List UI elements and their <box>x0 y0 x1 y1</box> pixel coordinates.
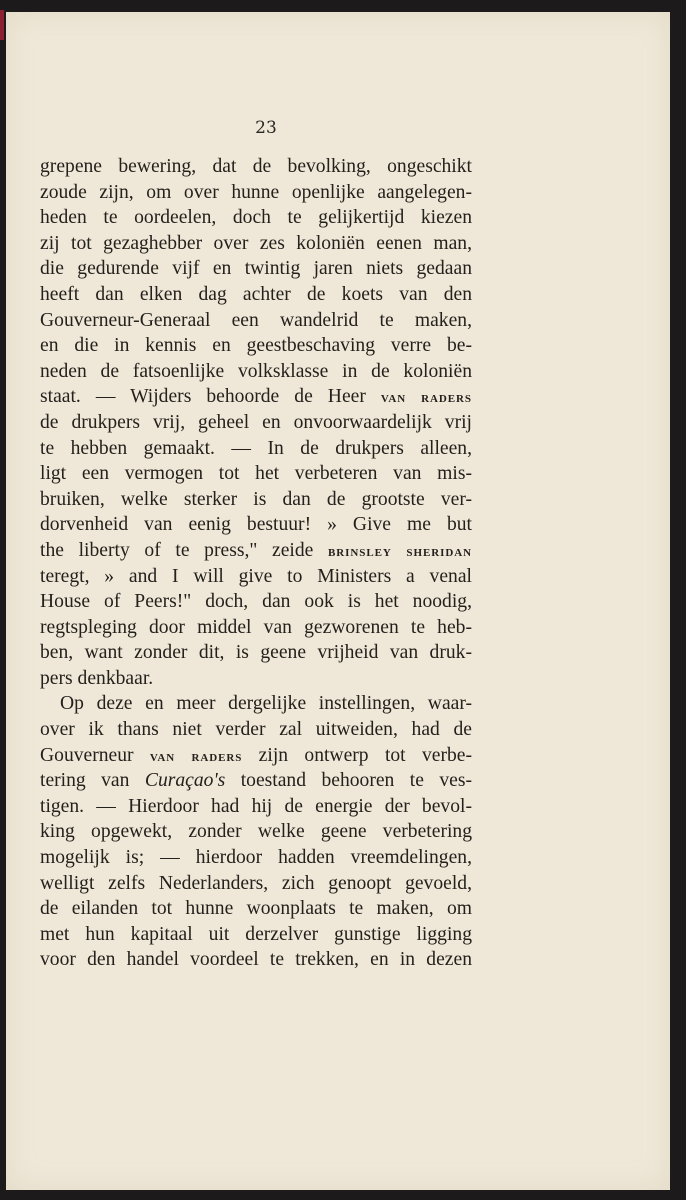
text-line <box>40 205 472 231</box>
text-segment: heeft dan elken dag achter de koets van den <box>40 283 472 305</box>
text-segment: tering van <box>40 770 145 792</box>
text-segment: ligt een vermogen tot het verbeteren van mis- <box>40 463 472 485</box>
text-segment: toestand behooren te ves- <box>225 770 473 792</box>
text-segment: te hebben gemaakt. — In de drukpers alleen, <box>40 437 472 459</box>
text-segment: heden te oordeelen, doch te gelijkertijd kiezen <box>40 207 472 229</box>
text-segment: zij tot gezaghebber over zes koloniën eenen man, <box>40 232 472 254</box>
text-line <box>40 410 472 436</box>
text-line <box>40 180 472 206</box>
text-segment: Gouverneur-Generaal een wandelrid te maken, <box>40 309 472 331</box>
text-line <box>40 538 472 564</box>
text-line <box>40 231 472 257</box>
text-segment: zijn ontwerp tot verbe- <box>242 744 472 766</box>
text-line <box>40 308 472 334</box>
text-segment: tigen. — Hierdoor had hij de energie der bevol- <box>40 795 472 817</box>
text-line <box>40 461 472 487</box>
text-segment: welligt zelfs Nederlanders, zich genoopt gevoeld, <box>40 872 472 894</box>
text-segment: regtspleging door middel van gezworenen te heb- <box>40 616 472 638</box>
text-segment: die gedurende vijf en twintig jaren niets gedaan <box>40 258 472 280</box>
text-segment: mogelijk is; — hierdoor hadden vreemdelingen, <box>40 847 472 869</box>
text-line <box>40 282 472 308</box>
text-line <box>40 666 472 692</box>
text-segment: Op deze en meer dergelijke instellingen, waar- <box>60 693 472 715</box>
text-segment: pers denkbaar. <box>40 667 154 689</box>
small-caps-name: brinsley sheridan <box>328 542 472 560</box>
body-text <box>40 154 472 973</box>
page-number: 23 <box>255 118 277 138</box>
text-segment: House of Peers!" doch, dan ook is het noodig, <box>40 591 472 613</box>
text-segment: dorvenheid van eenig bestuur! » Give me but <box>40 514 472 536</box>
text-segment: king opgewekt, zonder welke geene verbetering <box>40 821 472 843</box>
text-segment: voor den handel voordeel te trekken, en in dezen <box>40 949 472 971</box>
text-segment: bruiken, welke sterker is dan de grootste ver- <box>40 488 472 510</box>
text-segment: zoude zijn, om over hunne openlijke aangelegen- <box>40 181 472 203</box>
text-segment: en die in kennis en geestbeschaving verre be- <box>40 335 472 357</box>
text-segment: met hun kapitaal uit derzelver gunstige ligging <box>40 923 472 945</box>
text-line <box>40 384 472 410</box>
book-spine-edge <box>0 10 4 40</box>
text-line <box>40 691 472 717</box>
text-segment: grepene bewering, dat de bevolking, ongeschikt <box>40 156 472 177</box>
text-segment: de drukpers vrij, geheel en onvoorwaardelijk vrij <box>40 411 472 433</box>
book-page <box>6 12 670 1190</box>
italic-text: Curaçao's <box>144 770 226 792</box>
text-line <box>40 845 472 871</box>
text-line <box>40 154 472 180</box>
text-line <box>40 512 472 538</box>
text-segment: neden de fatsoenlijke volksklasse in de koloniën <box>40 360 472 382</box>
text-line <box>40 717 472 743</box>
text-line <box>40 615 472 641</box>
small-caps-name: van raders <box>149 747 243 765</box>
small-caps-name: van raders <box>380 389 472 407</box>
text-line <box>40 922 472 948</box>
text-segment: ben, want zonder dit, is geene vrijheid van druk- <box>40 642 472 664</box>
text-line <box>40 359 472 385</box>
text-segment: Gouverneur <box>40 744 150 766</box>
text-segment: staat. — Wijders behoorde de Heer <box>40 386 381 408</box>
text-line <box>40 768 472 794</box>
text-line <box>40 743 472 769</box>
text-line <box>40 589 472 615</box>
text-line <box>40 947 472 973</box>
text-line <box>40 794 472 820</box>
text-line <box>40 487 472 513</box>
text-line <box>40 640 472 666</box>
text-segment: over ik thans niet verder zal uitweiden, had de <box>40 719 472 741</box>
text-segment: the liberty of te press," zeide <box>40 539 328 561</box>
text-line <box>40 436 472 462</box>
text-line <box>40 819 472 845</box>
text-line <box>40 333 472 359</box>
text-line <box>40 564 472 590</box>
text-line <box>40 871 472 897</box>
text-line <box>40 896 472 922</box>
text-segment: de eilanden tot hunne woonplaats te maken, om <box>40 898 472 920</box>
text-line <box>40 256 472 282</box>
text-segment: teregt, » and I will give to Ministers a venal <box>40 565 472 587</box>
